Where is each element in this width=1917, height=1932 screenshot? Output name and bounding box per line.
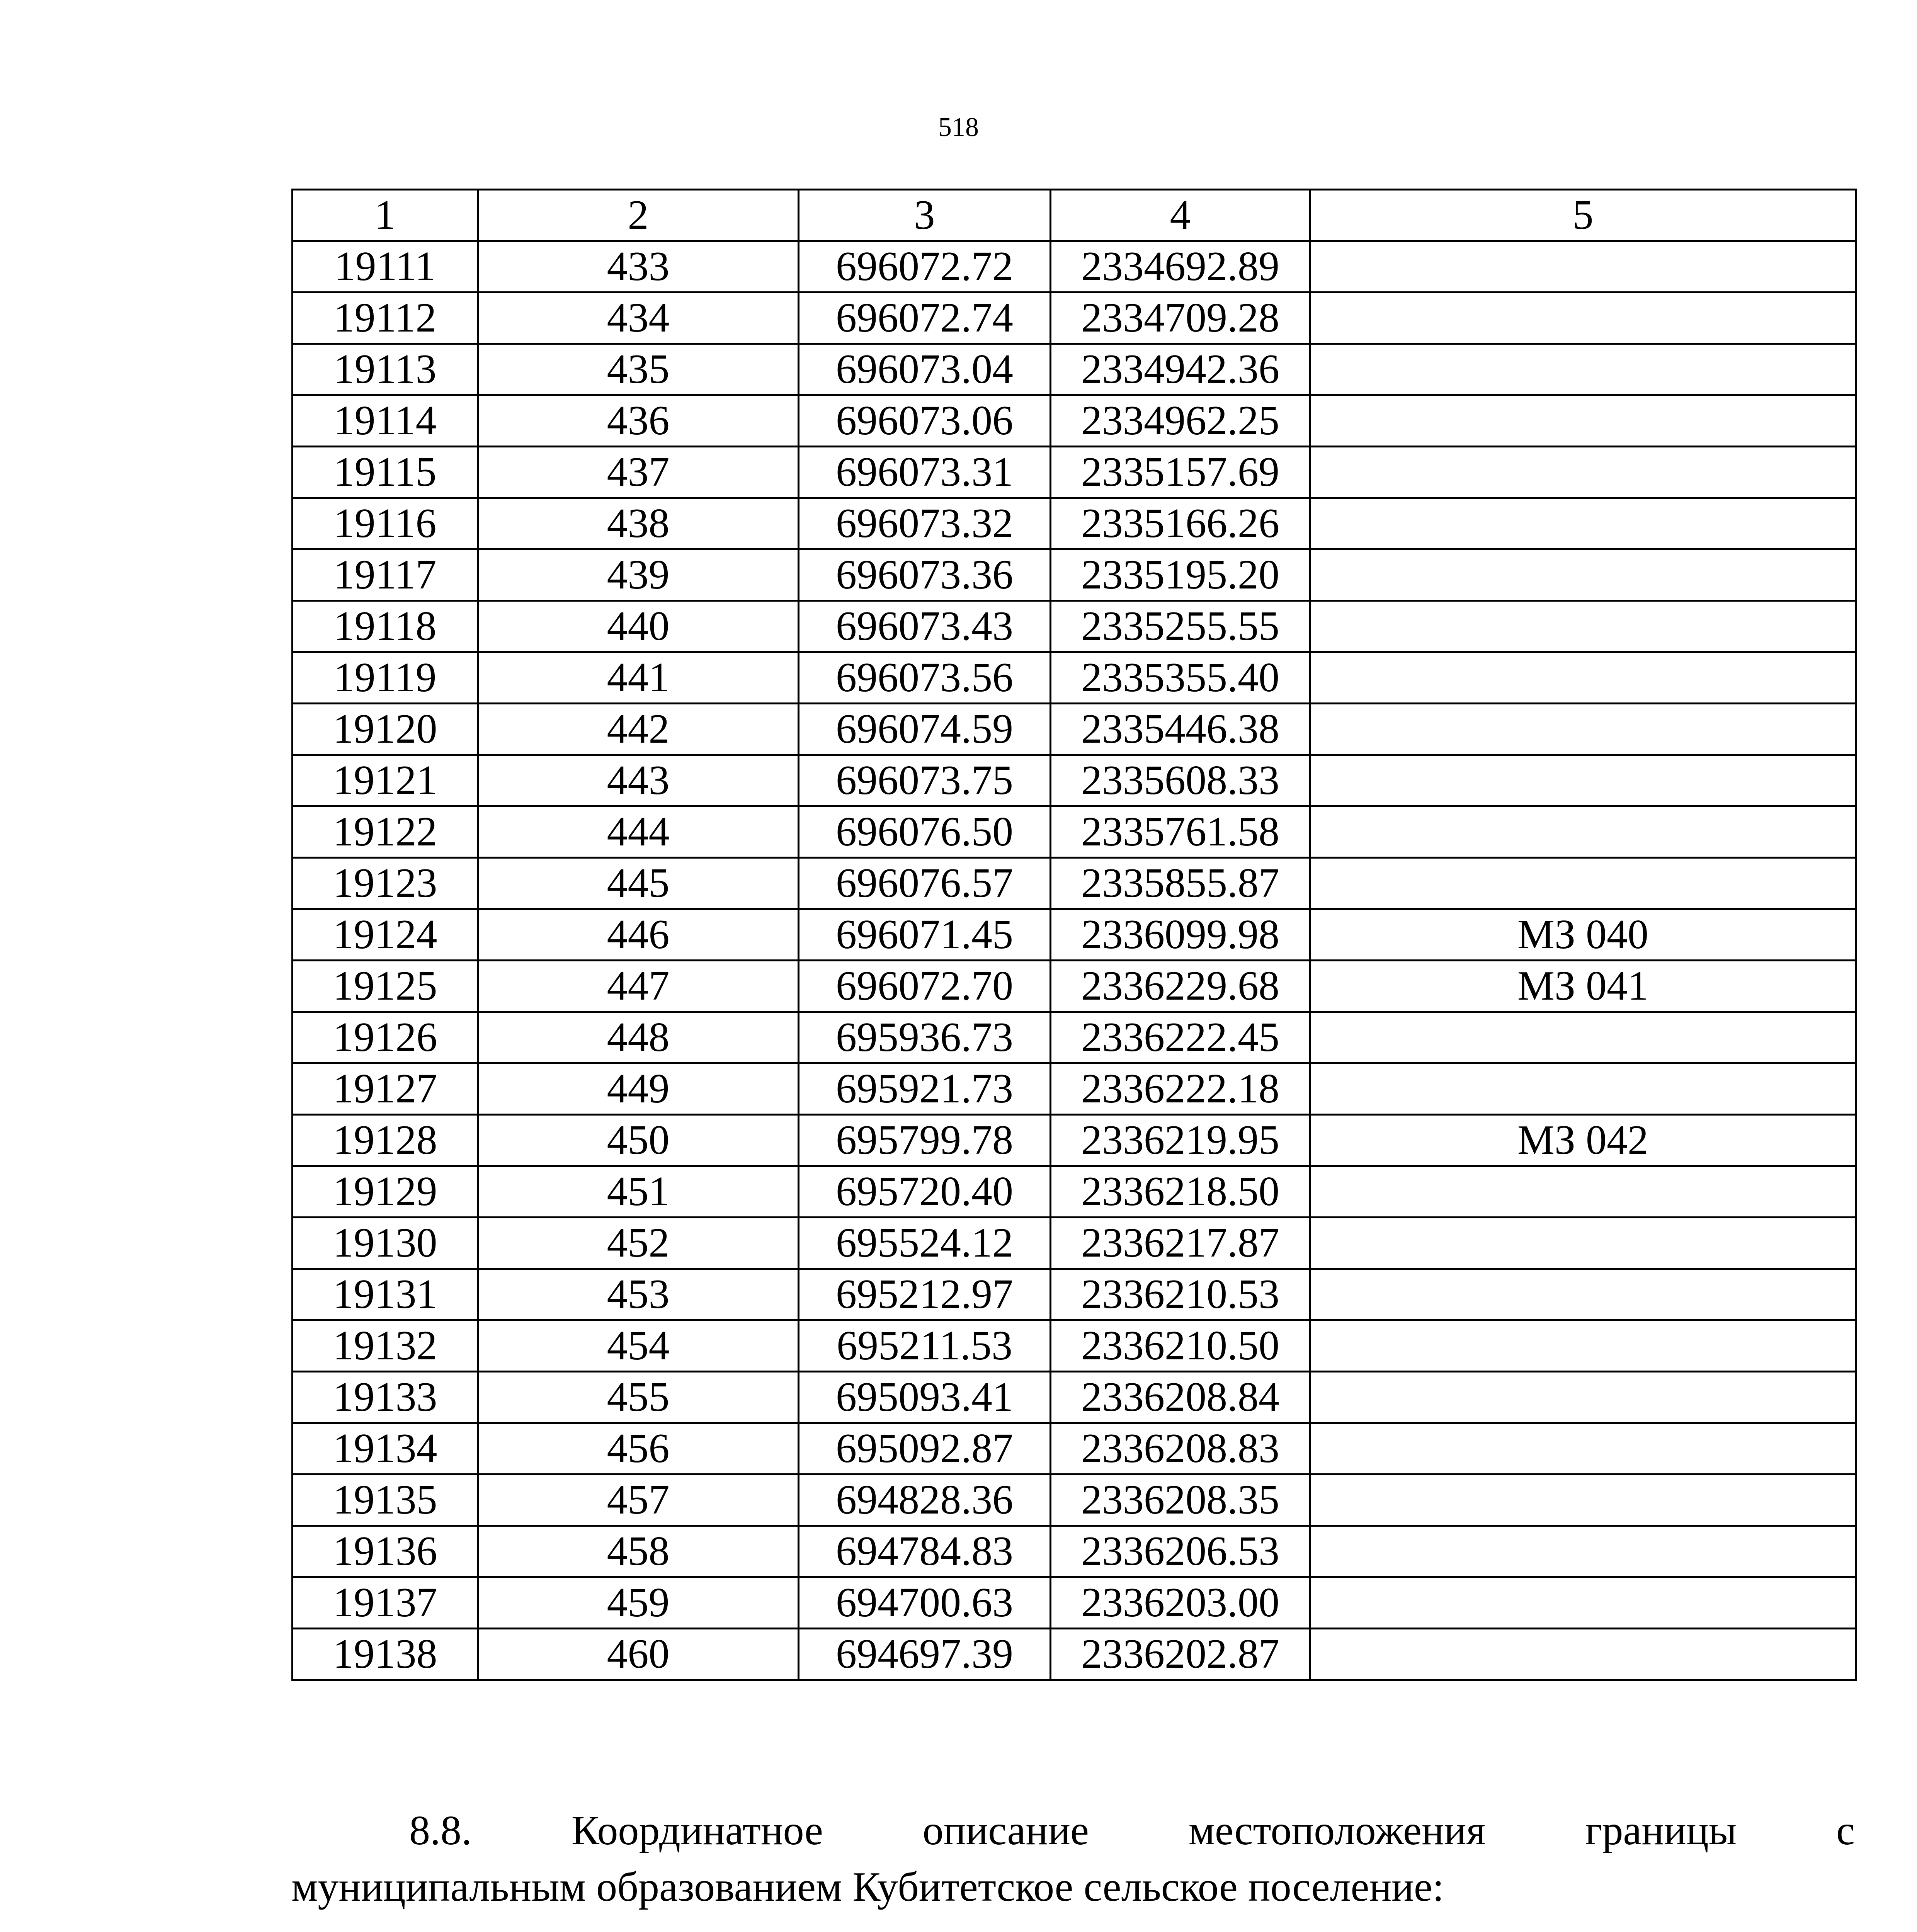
row-number-cell: 19118 — [293, 601, 478, 652]
coordinate-x-cell: 696072.74 — [799, 293, 1051, 344]
coordinate-x-cell: 695524.12 — [799, 1218, 1051, 1269]
coordinate-x-cell: 696073.56 — [799, 652, 1051, 704]
table-row — [293, 293, 1856, 344]
note-cell — [1310, 1012, 1856, 1063]
row-number-cell: 19111 — [293, 241, 478, 293]
note-cell: МЗ 041 — [1310, 961, 1856, 1012]
note-cell — [1310, 1269, 1856, 1320]
point-designation-cell: 457 — [478, 1475, 799, 1526]
coordinate-x-cell: 696071.45 — [799, 909, 1051, 961]
table-row — [293, 549, 1856, 601]
note-cell — [1310, 1629, 1856, 1680]
coordinate-x-cell: 696076.50 — [799, 806, 1051, 858]
section-heading-line-2: муниципальным образованием Кубитетское сельское поселение: — [291, 1864, 1444, 1910]
note-cell — [1310, 344, 1856, 395]
row-number-cell: 19127 — [293, 1063, 478, 1115]
table-row — [293, 601, 1856, 652]
row-number-cell: 19125 — [293, 961, 478, 1012]
table-row — [293, 909, 1856, 961]
note-cell: МЗ 042 — [1310, 1115, 1856, 1166]
point-designation-cell: 439 — [478, 549, 799, 601]
coordinate-y-cell: 2336202.87 — [1051, 1629, 1310, 1680]
point-designation-cell: 458 — [478, 1526, 799, 1577]
coordinate-x-cell: 696073.04 — [799, 344, 1051, 395]
row-number-cell: 19130 — [293, 1218, 478, 1269]
note-cell — [1310, 1166, 1856, 1218]
note-cell — [1310, 1577, 1856, 1629]
coordinate-y-cell: 2336206.53 — [1051, 1526, 1310, 1577]
table-row — [293, 1526, 1856, 1577]
row-number-cell: 19120 — [293, 704, 478, 755]
point-designation-cell: 441 — [478, 652, 799, 704]
row-number-cell: 19132 — [293, 1320, 478, 1372]
column-number-row — [293, 190, 1856, 241]
table-row — [293, 1063, 1856, 1115]
row-number-cell: 19136 — [293, 1526, 478, 1577]
coordinate-x-cell: 696073.36 — [799, 549, 1051, 601]
note-cell — [1310, 755, 1856, 806]
coordinate-y-cell: 2334962.25 — [1051, 395, 1310, 447]
note-cell — [1310, 395, 1856, 447]
coordinate-y-cell: 2335166.26 — [1051, 498, 1310, 549]
coordinate-y-cell: 2334709.28 — [1051, 293, 1310, 344]
row-number-cell: 19131 — [293, 1269, 478, 1320]
coordinate-x-cell: 695211.53 — [799, 1320, 1051, 1372]
point-designation-cell: 448 — [478, 1012, 799, 1063]
note-cell: МЗ 040 — [1310, 909, 1856, 961]
point-designation-cell: 442 — [478, 704, 799, 755]
note-cell — [1310, 549, 1856, 601]
coordinate-x-cell: 696073.43 — [799, 601, 1051, 652]
point-designation-cell: 452 — [478, 1218, 799, 1269]
coordinates-table-body — [293, 190, 1856, 1680]
coordinate-y-cell: 2336222.18 — [1051, 1063, 1310, 1115]
point-designation-cell: 444 — [478, 806, 799, 858]
coordinate-y-cell: 2336099.98 — [1051, 909, 1310, 961]
coordinate-x-cell: 696073.32 — [799, 498, 1051, 549]
row-number-cell: 19122 — [293, 806, 478, 858]
note-cell — [1310, 1320, 1856, 1372]
table-row — [293, 652, 1856, 704]
coordinate-y-cell: 2336208.83 — [1051, 1423, 1310, 1475]
row-number-cell: 19113 — [293, 344, 478, 395]
coordinate-x-cell: 696072.70 — [799, 961, 1051, 1012]
table-row — [293, 447, 1856, 498]
coordinate-y-cell: 2336210.53 — [1051, 1269, 1310, 1320]
table-row — [293, 241, 1856, 293]
row-number-cell: 19112 — [293, 293, 478, 344]
row-number-cell: 19123 — [293, 858, 478, 909]
table-row — [293, 1475, 1856, 1526]
table-row — [293, 806, 1856, 858]
point-designation-cell: 460 — [478, 1629, 799, 1680]
point-designation-cell: 446 — [478, 909, 799, 961]
point-designation-cell: 456 — [478, 1423, 799, 1475]
coordinate-x-cell: 694700.63 — [799, 1577, 1051, 1629]
section-heading-line-1: 8.8. Координатное описание местоположения границы с — [409, 1808, 1855, 1854]
coordinate-x-cell: 694697.39 — [799, 1629, 1051, 1680]
note-cell — [1310, 1475, 1856, 1526]
point-designation-cell: 436 — [478, 395, 799, 447]
row-number-cell: 19134 — [293, 1423, 478, 1475]
row-number-cell: 19121 — [293, 755, 478, 806]
point-designation-cell: 447 — [478, 961, 799, 1012]
note-cell — [1310, 447, 1856, 498]
coordinate-y-cell: 2336218.50 — [1051, 1166, 1310, 1218]
coordinate-y-cell: 2335255.55 — [1051, 601, 1310, 652]
row-number-cell: 19116 — [293, 498, 478, 549]
note-cell — [1310, 498, 1856, 549]
coordinate-x-cell: 695921.73 — [799, 1063, 1051, 1115]
table-row — [293, 498, 1856, 549]
point-designation-cell: 451 — [478, 1166, 799, 1218]
point-designation-cell: 437 — [478, 447, 799, 498]
coordinates-table-continued — [291, 189, 1857, 1681]
note-cell — [1310, 1526, 1856, 1577]
point-designation-cell: 454 — [478, 1320, 799, 1372]
coordinate-y-cell: 2336203.00 — [1051, 1577, 1310, 1629]
coordinate-x-cell: 694828.36 — [799, 1475, 1051, 1526]
table-row — [293, 1320, 1856, 1372]
column-number-cell: 2 — [478, 190, 799, 241]
note-cell — [1310, 1423, 1856, 1475]
column-number-cell: 4 — [1051, 190, 1310, 241]
coordinate-y-cell: 2336210.50 — [1051, 1320, 1310, 1372]
point-designation-cell: 434 — [478, 293, 799, 344]
coordinate-x-cell: 696073.31 — [799, 447, 1051, 498]
table-row — [293, 755, 1856, 806]
coordinate-y-cell: 2335446.38 — [1051, 704, 1310, 755]
coordinate-x-cell: 695720.40 — [799, 1166, 1051, 1218]
coordinate-y-cell: 2336229.68 — [1051, 961, 1310, 1012]
row-number-cell: 19129 — [293, 1166, 478, 1218]
note-cell — [1310, 806, 1856, 858]
coordinate-x-cell: 696072.72 — [799, 241, 1051, 293]
note-cell — [1310, 1218, 1856, 1269]
note-cell — [1310, 241, 1856, 293]
table-row — [293, 395, 1856, 447]
table-row — [293, 344, 1856, 395]
coordinate-y-cell: 2336217.87 — [1051, 1218, 1310, 1269]
coordinate-y-cell: 2335157.69 — [1051, 447, 1310, 498]
row-number-cell: 19119 — [293, 652, 478, 704]
point-designation-cell: 440 — [478, 601, 799, 652]
point-designation-cell: 459 — [478, 1577, 799, 1629]
coordinate-x-cell: 696073.06 — [799, 395, 1051, 447]
point-designation-cell: 453 — [478, 1269, 799, 1320]
coordinate-y-cell: 2335608.33 — [1051, 755, 1310, 806]
row-number-cell: 19126 — [293, 1012, 478, 1063]
row-number-cell: 19124 — [293, 909, 478, 961]
point-designation-cell: 443 — [478, 755, 799, 806]
column-number-cell: 5 — [1310, 190, 1856, 241]
coordinate-x-cell: 696073.75 — [799, 755, 1051, 806]
table-row — [293, 1372, 1856, 1423]
table-row — [293, 1423, 1856, 1475]
coordinate-x-cell: 694784.83 — [799, 1526, 1051, 1577]
coordinate-x-cell: 695799.78 — [799, 1115, 1051, 1166]
row-number-cell: 19115 — [293, 447, 478, 498]
point-designation-cell: 433 — [478, 241, 799, 293]
column-number-cell: 1 — [293, 190, 478, 241]
point-designation-cell: 445 — [478, 858, 799, 909]
note-cell — [1310, 858, 1856, 909]
point-designation-cell: 455 — [478, 1372, 799, 1423]
point-designation-cell: 435 — [478, 344, 799, 395]
coordinate-y-cell: 2334692.89 — [1051, 241, 1310, 293]
point-designation-cell: 450 — [478, 1115, 799, 1166]
row-number-cell: 19128 — [293, 1115, 478, 1166]
table-row — [293, 1115, 1856, 1166]
table-row — [293, 961, 1856, 1012]
coordinate-y-cell: 2336208.35 — [1051, 1475, 1310, 1526]
table-row — [293, 704, 1856, 755]
coordinate-y-cell: 2336208.84 — [1051, 1372, 1310, 1423]
coordinate-y-cell: 2334942.36 — [1051, 344, 1310, 395]
coordinate-y-cell: 2335195.20 — [1051, 549, 1310, 601]
table-row — [293, 1012, 1856, 1063]
coordinate-y-cell: 2335855.87 — [1051, 858, 1310, 909]
row-number-cell: 19137 — [293, 1577, 478, 1629]
coordinate-y-cell: 2335761.58 — [1051, 806, 1310, 858]
row-number-cell: 19114 — [293, 395, 478, 447]
coordinate-y-cell: 2335355.40 — [1051, 652, 1310, 704]
column-number-cell: 3 — [799, 190, 1051, 241]
note-cell — [1310, 1372, 1856, 1423]
coordinate-x-cell: 696074.59 — [799, 704, 1051, 755]
page-number: 518 — [938, 112, 979, 142]
point-designation-cell: 438 — [478, 498, 799, 549]
coordinate-x-cell: 695092.87 — [799, 1423, 1051, 1475]
coordinate-y-cell: 2336219.95 — [1051, 1115, 1310, 1166]
row-number-cell: 19117 — [293, 549, 478, 601]
table-row — [293, 1218, 1856, 1269]
coordinate-x-cell: 695936.73 — [799, 1012, 1051, 1063]
point-designation-cell: 449 — [478, 1063, 799, 1115]
row-number-cell: 19133 — [293, 1372, 478, 1423]
note-cell — [1310, 704, 1856, 755]
note-cell — [1310, 1063, 1856, 1115]
note-cell — [1310, 652, 1856, 704]
table-row — [293, 1166, 1856, 1218]
coordinate-x-cell: 695093.41 — [799, 1372, 1051, 1423]
coordinate-x-cell: 695212.97 — [799, 1269, 1051, 1320]
table-row — [293, 1629, 1856, 1680]
note-cell — [1310, 293, 1856, 344]
row-number-cell: 19138 — [293, 1629, 478, 1680]
table-row — [293, 858, 1856, 909]
table-row — [293, 1577, 1856, 1629]
coordinate-x-cell: 696076.57 — [799, 858, 1051, 909]
note-cell — [1310, 601, 1856, 652]
table-row — [293, 1269, 1856, 1320]
coordinate-y-cell: 2336222.45 — [1051, 1012, 1310, 1063]
row-number-cell: 19135 — [293, 1475, 478, 1526]
